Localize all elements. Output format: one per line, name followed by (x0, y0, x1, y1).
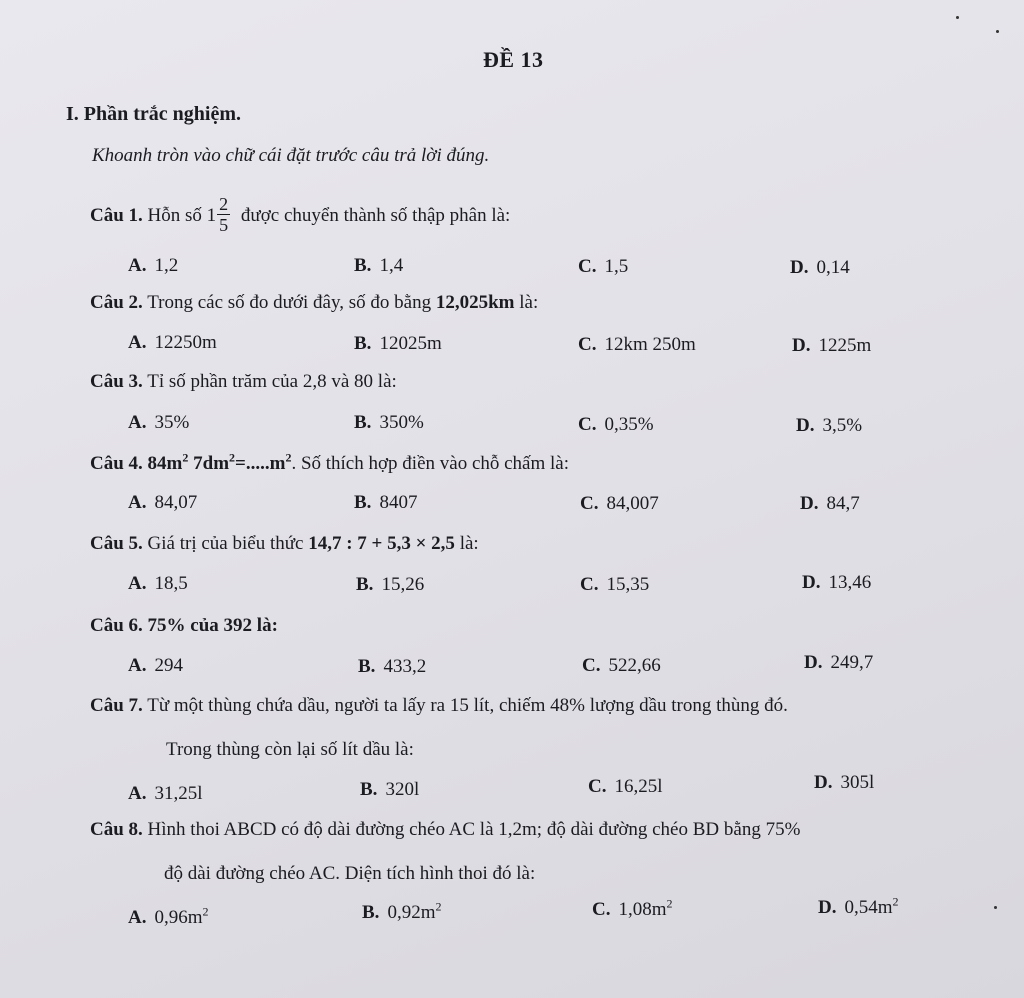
question-label: Câu 3. (90, 371, 143, 392)
question-text-tail: là: (519, 292, 539, 313)
question-4 (90, 452, 569, 476)
question-7 (90, 694, 788, 718)
q8-option-a[interactable]: A. $0,96m^2$ (128, 904, 209, 928)
q4-option-c[interactable]: C. 84,007 (580, 493, 659, 514)
question-2 (90, 291, 538, 315)
q1-option-c[interactable]: C. 1,5 (578, 256, 629, 277)
q5-option-c[interactable]: C. 15,35 (580, 574, 650, 595)
q2-option-d[interactable]: D. 1225m (792, 335, 872, 356)
question-text-tail: là: (459, 533, 479, 554)
question-label: Câu 4. (90, 453, 143, 474)
question-7-line-2: Trong thùng còn lại số lít dầu là: (166, 739, 414, 760)
q3-option-a[interactable]: A. 35% (128, 412, 190, 433)
paper-speck (994, 906, 997, 909)
q5-option-d[interactable]: D. 13,46 (802, 572, 872, 593)
q7-option-a[interactable]: A. 31,25l (128, 783, 203, 804)
q4-option-a[interactable]: A. 84,07 (128, 492, 198, 513)
question-5 (90, 532, 479, 556)
question-text-tail: được chuyển thành số thập phân là: (240, 205, 511, 226)
q1-option-a[interactable]: A. 1,2 (128, 255, 179, 276)
question-label: Câu 8. (90, 819, 143, 840)
q7-option-c[interactable]: C. 16,25l (588, 776, 663, 797)
q6-option-d[interactable]: D. 249,7 (804, 652, 874, 673)
exam-title: ĐỀ 13 (483, 47, 544, 72)
expression-term-2: $7dm^2$ (193, 450, 236, 474)
section-heading: I. Phần trắc nghiệm. (66, 103, 241, 125)
question-text: Hỗn số 1 (147, 205, 217, 226)
question-label: Câu 2. (90, 292, 143, 313)
q7-option-d[interactable]: D. 305l (814, 772, 875, 793)
question-text: 75% của 392 là: (147, 615, 278, 636)
question-3 (90, 370, 397, 394)
q3-option-b[interactable]: B. 350% (354, 412, 424, 433)
q3-option-c[interactable]: C. 0,35% (578, 414, 654, 435)
question-text: Trong các số đo dưới đây, số đo bằng (147, 292, 432, 313)
instruction-text: Khoanh tròn vào chữ cái đặt trước câu trả lời đúng. (92, 145, 490, 166)
question-6 (90, 614, 278, 638)
q8-option-b[interactable]: B. $0,92m^2$ (362, 899, 442, 923)
question-1 (90, 196, 510, 237)
q1-option-d[interactable]: D. 0,14 (790, 257, 850, 278)
question-label: Câu 5. (90, 533, 143, 554)
q6-option-a[interactable]: A. 294 (128, 655, 183, 676)
question-label: Câu 7. (90, 695, 143, 716)
q4-option-b[interactable]: B. 8407 (354, 492, 418, 513)
question-label: Câu 1. (90, 205, 143, 226)
expression: 14,7 : 7 + 5,3 × 2,5 (308, 533, 455, 554)
q5-option-b[interactable]: B. 15,26 (356, 574, 425, 595)
question-text: Tỉ số phần trăm của 2,8 và 80 là: (147, 371, 397, 392)
question-text-tail: . Số thích hợp điền vào chỗ chấm là: (291, 453, 570, 474)
fraction-denominator: 5 (219, 215, 229, 236)
q6-option-b[interactable]: B. 433,2 (358, 656, 427, 677)
q8-option-c[interactable]: C. $1,08m^2$ (592, 896, 673, 920)
question-label: Câu 6. (90, 615, 143, 636)
question-text: Giá trị của biểu thức (147, 533, 304, 554)
paper-speck (996, 30, 999, 33)
question-text: Hình thoi ABCD có độ dài đường chéo AC là 1,2m; độ dài đường chéo BD bằng 75% (147, 819, 801, 840)
q2-option-c[interactable]: C. 12km 250m (578, 334, 696, 355)
q2-option-a[interactable]: A. 12250m (128, 332, 217, 353)
mixed-fraction (217, 194, 230, 235)
question-text: Từ một thùng chứa dầu, người ta lấy ra 15 lít, chiếm 48% lượng dầu trong thùng đó. (147, 695, 788, 716)
q4-option-d[interactable]: D. 84,7 (800, 493, 860, 514)
q3-option-d[interactable]: D. 3,5% (796, 415, 863, 436)
q6-option-c[interactable]: C. 522,66 (582, 655, 661, 676)
question-bold-value: 12,025km (435, 292, 515, 313)
q1-option-b[interactable]: B. 1,4 (354, 255, 404, 276)
question-8 (90, 818, 800, 842)
q2-option-b[interactable]: B. 12025m (354, 333, 442, 354)
paper-speck (956, 16, 959, 19)
question-8-line-2: độ dài đường chéo AC. Diện tích hình thoi đó là: (164, 863, 536, 884)
expression-term-3: $=.....m^2$ (235, 450, 292, 474)
q5-option-a[interactable]: A. 18,5 (128, 573, 188, 594)
fraction-numerator: 2 (219, 194, 229, 215)
q8-option-d[interactable]: D. $0,54m^2$ (818, 894, 899, 918)
expression-term-1: $84m^2$ (147, 450, 189, 474)
q7-option-b[interactable]: B. 320l (360, 779, 420, 800)
